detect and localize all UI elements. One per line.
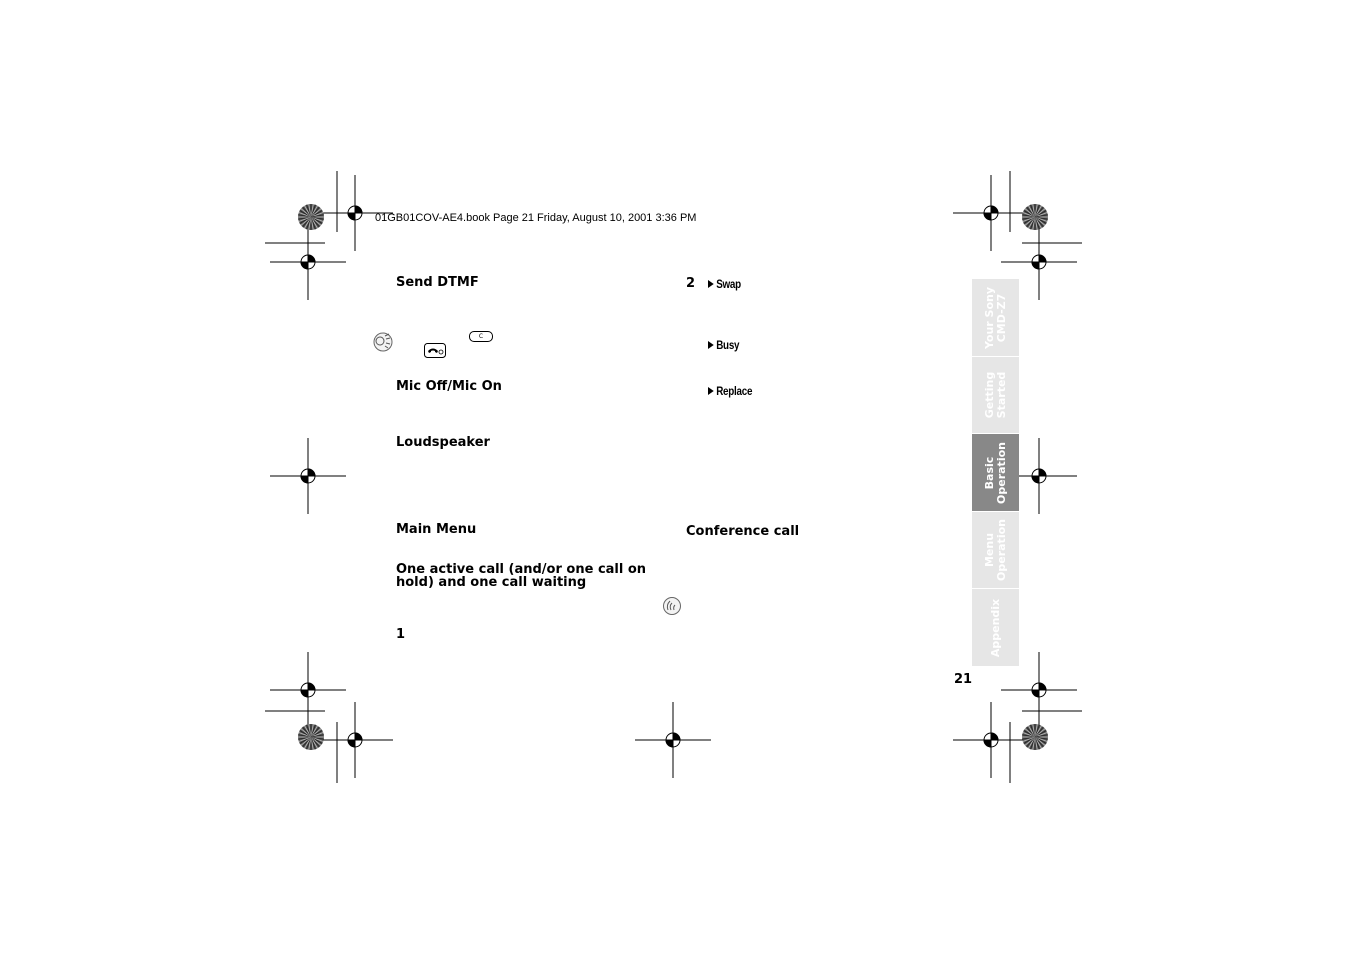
starburst-mark <box>298 724 324 750</box>
menu-item-swap: Swap <box>708 277 741 291</box>
file-header: 01GB01COV-AE4.book Page 21 Friday, August 10, 2001 3:36 PM <box>375 212 697 224</box>
heading-one-active-line1: One active call (and/or one call on <box>396 562 647 577</box>
registration-crosshair <box>317 702 393 778</box>
starburst-mark <box>1022 724 1048 750</box>
heading-send-dtmf: Send DTMF <box>396 275 479 290</box>
starburst-mark <box>298 204 324 230</box>
step-number-2: 2 <box>686 276 696 291</box>
step-number-1: 1 <box>396 627 406 642</box>
registration-crosshair <box>270 438 346 514</box>
heading-loudspeaker: Loudspeaker <box>396 435 490 450</box>
tab-your-sony[interactable]: Your Sony CMD-Z7 <box>972 279 1019 356</box>
registration-crosshair <box>635 702 711 778</box>
arrow-right-icon <box>708 387 714 395</box>
arrow-right-icon <box>708 280 714 288</box>
heading-conference-call: Conference call <box>686 524 800 539</box>
tab-menu-operation[interactable]: Menu Operation <box>972 512 1019 588</box>
menu-item-replace: Replace <box>708 384 752 398</box>
heading-main-menu: Main Menu <box>396 522 477 537</box>
menu-item-busy: Busy <box>708 338 739 352</box>
registration-crosshair <box>953 702 1029 778</box>
tab-appendix[interactable]: Appendix <box>972 589 1019 666</box>
registration-crosshair <box>270 224 346 300</box>
c-key-icon: C <box>469 331 493 342</box>
jog-dial-icon <box>662 596 682 616</box>
arrow-right-icon <box>708 341 714 349</box>
end-call-key-icon <box>424 343 446 358</box>
heading-mic: Mic Off/Mic On <box>396 379 502 394</box>
registration-crosshair <box>270 652 346 728</box>
softkey-icon <box>372 331 394 353</box>
starburst-mark <box>1022 204 1048 230</box>
heading-one-active-line2: hold) and one call waiting <box>396 575 587 590</box>
tab-getting-started[interactable]: Getting Started <box>972 357 1019 433</box>
chapter-tabs <box>972 279 1019 666</box>
registration-crosshair <box>953 175 1029 251</box>
tab-basic-operation[interactable]: Basic Operation <box>972 434 1019 511</box>
page-number: 21 <box>954 672 973 687</box>
